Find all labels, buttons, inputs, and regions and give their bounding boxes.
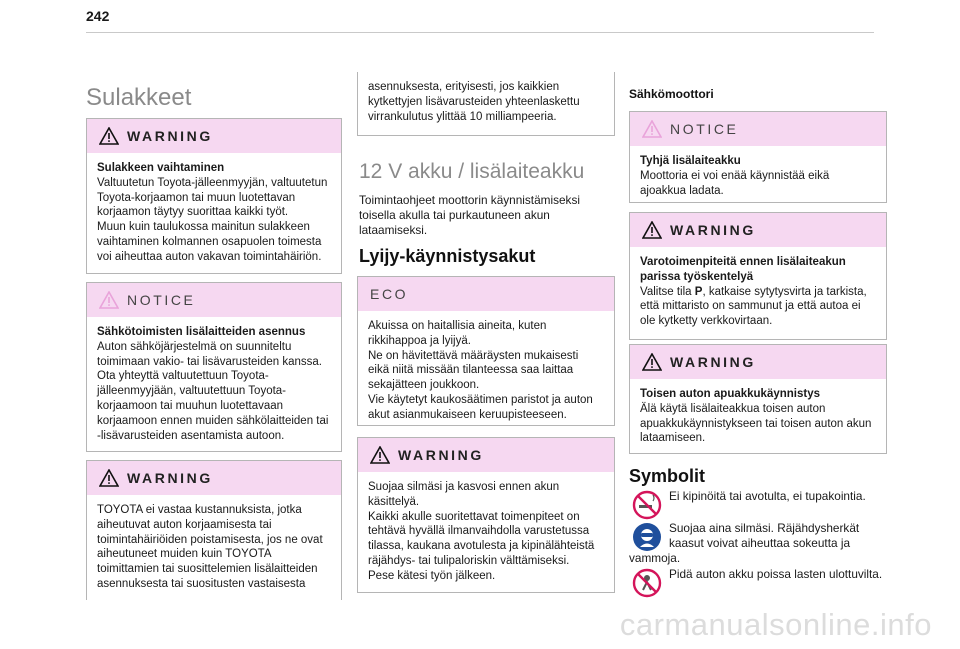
eco-label: ECO: [370, 286, 409, 302]
body-line: Pese kätesi työn jälkeen.: [368, 569, 496, 582]
page-number: 242: [86, 8, 110, 24]
body-line: toimimaan vakio- tai lisävarusteiden kanssa.: [97, 355, 322, 368]
warning-body: [87, 153, 341, 273]
warning-label: WARNING: [127, 128, 213, 144]
body-line: Ne on hävitettävä määräysten mukaisesti: [368, 349, 579, 362]
body-line: apuakkukäynnistykseen tai toisen auton akun: [640, 417, 872, 430]
body-line: virrankulutus ylittää 10 milliampeeria.: [368, 110, 557, 123]
body-line: tehtävä hyvällä ilmanvaihdolla varustetussa: [368, 525, 590, 538]
body-line: käsittelyä.: [368, 495, 420, 508]
body-line: korjaamoon tai muuhun luotettavaan: [97, 399, 284, 412]
warning-subtitle: parissa työskentelyä: [640, 270, 754, 283]
notice-body: [630, 146, 886, 206]
notice-header: [87, 283, 341, 317]
eco-header: [358, 277, 614, 311]
body-line: ole kytketty verkkovirtaan.: [640, 315, 773, 328]
notice-triangle-icon: [642, 120, 662, 138]
mode-p-post: , katkaise sytytysvirta ja tarkista,: [702, 285, 867, 298]
intro-line: lataamiseksi.: [359, 222, 428, 237]
notice-box-empty-battery: [629, 111, 887, 203]
body-line: TOYOTA ei vastaa kustannuksista, jotka: [97, 504, 302, 516]
warning-label: WARNING: [670, 354, 756, 370]
body-line: lataamiseen.: [640, 432, 706, 445]
notice-box-electrical-accessories: [86, 282, 342, 452]
heading-electric-motor: Sähkömoottori: [629, 87, 714, 101]
body-line: korjaamoon ennen muiden sähkölaitteiden tai: [97, 414, 329, 427]
heading-symbols: Symbolit: [629, 466, 706, 486]
notice-body: [87, 317, 341, 451]
symbol-text: [669, 521, 889, 551]
notice-triangle-icon: [99, 291, 119, 309]
notice-label: NOTICE: [670, 121, 739, 137]
warning-header: [87, 119, 341, 153]
symbol-text: Pidä auton akku poissa lasten ulottuvilta.: [669, 567, 883, 581]
body-line: -lisävarusteiden asentamista autoon.: [97, 429, 285, 442]
warning-box-toyota-liability: [86, 460, 342, 600]
section-title-12v-battery: 12 V akku / lisälaiteakku: [359, 160, 585, 183]
warning-triangle-icon: [99, 469, 119, 487]
warning-subtitle: Sulakkeen vaihtaminen: [97, 162, 225, 174]
mode-p-label: P: [694, 285, 703, 298]
body-line: rikkihappoa ja lyijyä.: [368, 334, 471, 347]
body-line: Muun kuin taulukossa mainitun sulakkeen: [97, 221, 310, 234]
body-line: voi aiheuttaa auton vakavan toimintahäiriön.: [97, 250, 322, 263]
warning-box-precautions: [629, 212, 887, 340]
warning-box-protect-eyes: [357, 437, 615, 593]
warning-label: WARNING: [127, 470, 213, 486]
body-line: asennuksesta, erityisesti, jos kaikkien: [368, 81, 560, 93]
notice-subtitle: Tyhjä lisälaiteakku: [640, 155, 741, 167]
body-line: toimintahäiriöiden poistamisesta, jos ne ovat: [97, 533, 323, 546]
body-line: Kaikki akulle suoritettavat toimenpiteet on: [368, 510, 580, 523]
body-line-mode-p: [640, 285, 878, 300]
body-line: Ota yhteyttä valtuutettuun Toyota-: [97, 370, 269, 383]
body-line: Auton sähköjärjestelmä on suunniteltu: [97, 340, 292, 353]
warning-box-fuse-replacement: [86, 118, 342, 274]
warning-body: [630, 247, 886, 337]
no-smoking-icon: [632, 490, 662, 520]
continuation-body: [358, 72, 614, 132]
eco-box: [357, 276, 615, 426]
warning-label: WARNING: [670, 222, 756, 238]
symbol-line: Suojaa aina silmäsi. Räjähdysherkät: [669, 521, 860, 535]
body-line: asennuksesta tai suositusten vastaisesta: [97, 577, 306, 590]
intro-line: Toimintaohjeet moottorin käynnistämiseksi: [359, 193, 580, 207]
eye-protection-icon: [632, 522, 662, 552]
body-line: tilassa, kaukana avotulesta ja kipinälähteistä: [368, 540, 595, 553]
warning-body: [358, 472, 614, 592]
warning-body: [630, 379, 886, 454]
warning-label: WARNING: [398, 447, 484, 463]
symbol-text-wrap: vammoja.: [629, 551, 681, 565]
body-line: eikä niitä missään tilanteessa saa laittaa: [368, 364, 574, 377]
body-line: että mittaristo on sammunut ja että autoa ei: [640, 300, 861, 313]
body-line: Moottoria ei voi enää käynnistää eikä: [640, 169, 830, 182]
warning-header: [630, 213, 886, 247]
mode-p-pre: Valitse tila: [640, 285, 695, 298]
warning-subtitle: Toisen auton apuakkukäynnistys: [640, 388, 821, 400]
body-line: jälleenmyyjään, valtuutettuun Toyota-: [97, 385, 287, 398]
body-line: vaihtaminen kolmannen osapuolen toimesta: [97, 235, 322, 248]
body-line: korjaamon täytyy suorittaa kaikki työt.: [97, 206, 289, 219]
body-line: ajoakkua ladata.: [640, 184, 724, 197]
body-line: Valtuutetun Toyota-jälleenmyyjän, valtuutetun: [97, 176, 328, 189]
heading-lead-batteries: Lyijy-käynnistysakut: [359, 246, 536, 266]
body-line: Suojaa silmäsi ja kasvosi ennen akun: [368, 481, 560, 493]
body-line: toimittamien tai suosittelemien lisälaitteiden: [97, 563, 318, 576]
warning-body: [87, 495, 341, 600]
body-line: aiheutuneet muiden kuin TOYOTA: [97, 548, 272, 561]
body-line: akut asianmukaiseen keruupisteeseen.: [368, 408, 567, 421]
section-title-sulakkeet: Sulakkeet: [86, 84, 192, 111]
warning-triangle-icon: [642, 221, 662, 239]
body-line: Älä käytä lisälaiteakkua toisen auton: [640, 402, 826, 415]
notice-header: [630, 112, 886, 146]
warning-header: [87, 461, 341, 495]
warning-subtitle: Varotoimenpiteitä ennen lisälaiteakun: [640, 256, 846, 268]
body-line: Toyota-korjaamon tai muun luotettavan: [97, 191, 296, 204]
warning-box-continuation: [357, 72, 615, 136]
warning-header: [630, 345, 886, 379]
warning-triangle-icon: [642, 353, 662, 371]
keep-away-children-icon: [632, 568, 662, 598]
intro-paragraph: [359, 193, 615, 237]
symbol-line: kaasut voivat aiheuttaa sokeutta ja: [669, 536, 851, 550]
intro-line: toisella akulla tai purkautuneen akun: [359, 207, 550, 222]
body-line: aiheutuvat auton korjaamisesta tai: [97, 518, 272, 531]
body-line: Akuissa on haitallisia aineita, kuten: [368, 320, 547, 332]
warning-box-jump-start: [629, 344, 887, 454]
warning-header: [358, 438, 614, 472]
notice-subtitle: Sähkötoimisten lisälaitteiden asennus: [97, 326, 306, 338]
symbol-text: Ei kipinöitä tai avotulta, ei tupakointia.: [669, 489, 866, 503]
warning-triangle-icon: [370, 446, 390, 464]
warning-triangle-icon: [99, 127, 119, 145]
body-line: sekajätteen joukkoon.: [368, 379, 480, 392]
eco-body: [358, 311, 614, 431]
top-rule: [86, 32, 874, 33]
watermark: carmanualsonline.info: [619, 607, 932, 642]
notice-label: NOTICE: [127, 292, 196, 308]
body-line: kytkettyjen lisävarusteiden yhteenlaskettu: [368, 95, 580, 108]
body-line: räjähdys- tai tulipaloriskin välttämiseksi.: [368, 554, 570, 567]
body-line: Vie käytetyt kaukosäätimen paristot ja auton: [368, 393, 593, 406]
